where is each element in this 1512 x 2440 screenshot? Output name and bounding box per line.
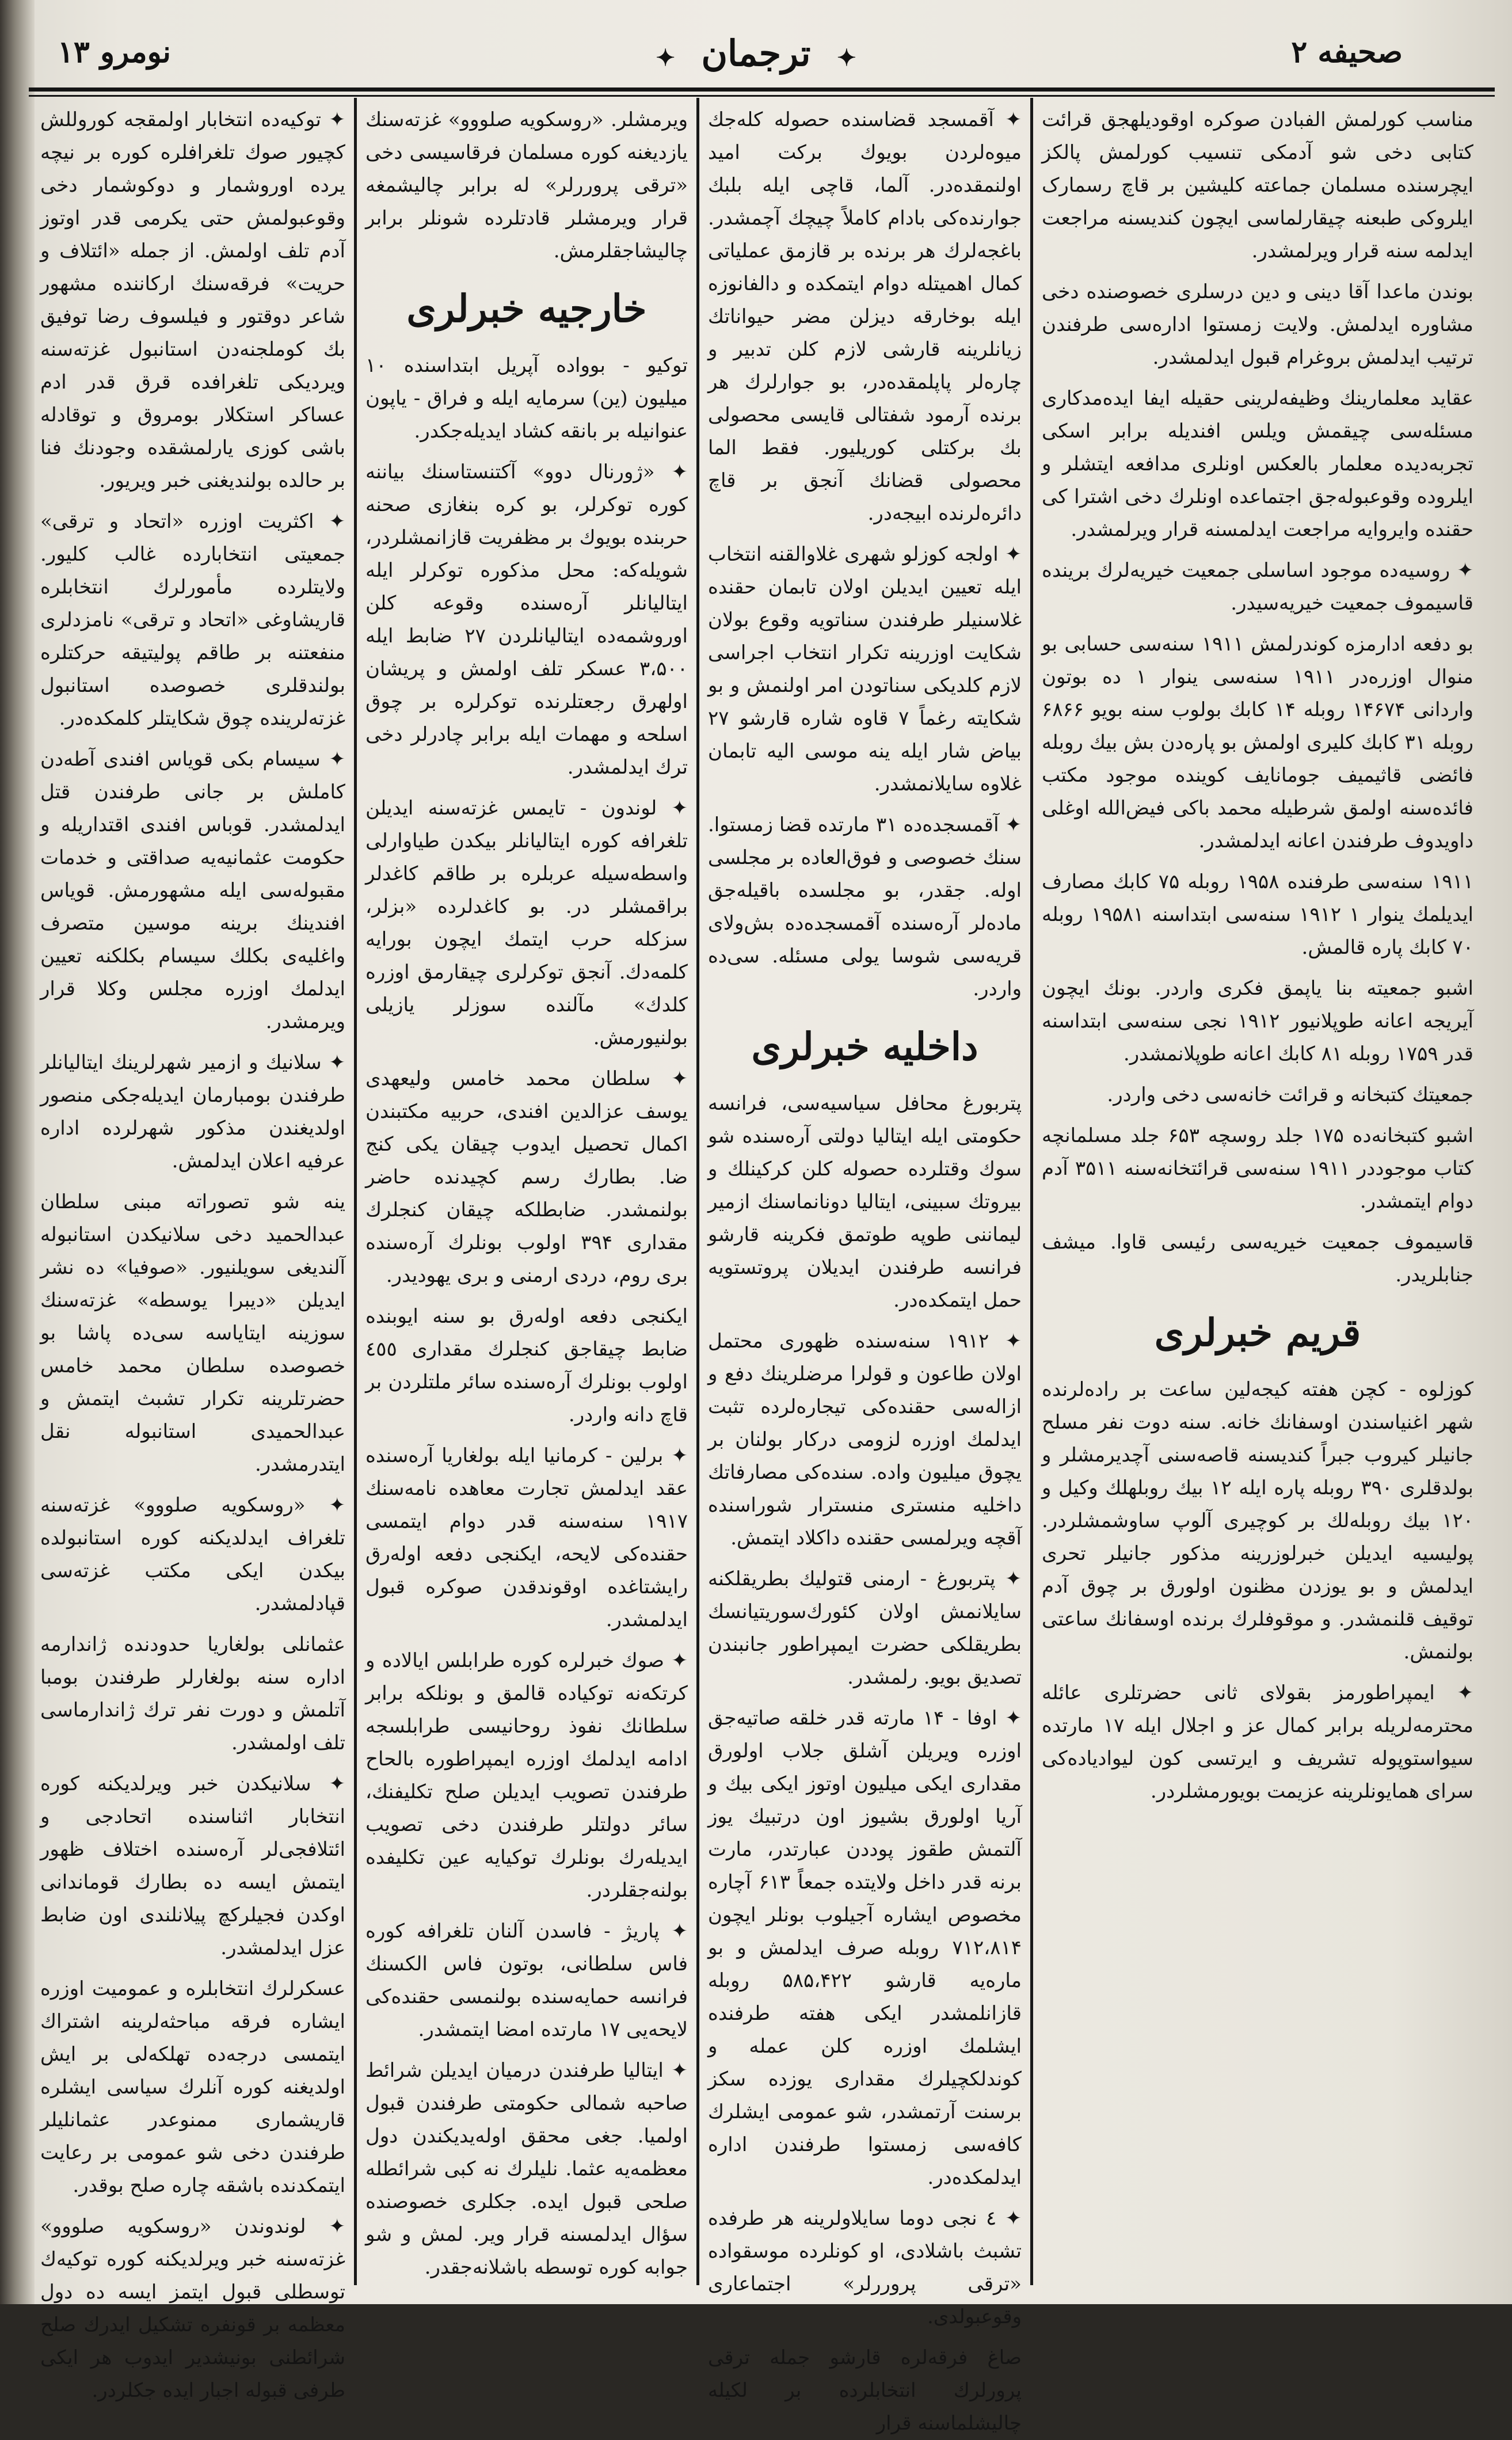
header-rule-thin <box>29 95 1495 97</box>
article-paragraph: قاسیموف جمعیت خیریه‌سی رئیسی قاوا. میشف جنابلریدر. <box>1042 1231 1473 1286</box>
column-divider <box>1030 98 1033 2285</box>
article-paragraph: ✦ سلانیکدن خبر ویرلدیکنه کوره انتخابار اثناسنده اتحادجی و ائتلافجی‌لر آره‌سنده اختلاف ظهور ایتمش ایسه ده بطارك قوماندانی اوکدن فجیلرکچ پیلانلندی اون ضابط عزل ایدلمشدر. <box>40 1772 345 1959</box>
article-paragraph: کوزلوه - کچن هفته کیجه‌لین ساعت بر راده‌لرنده شهر اغنیاسندن اوسفانك خانه. سنه دوت نفر مسلح جانیلر کیروب جبراً کندیسنه قاصه‌سنی آچدیرمشلر و بولدقلری ۳۹۰ روبله پاره ایله ۱۲ بیك روبلهلك وکیل و ۱۲۰ بیك روبله‌لك بر کوچیری آلوپ ساوشمشلردر. پولیسیه ایدیلن خبرلوزرینه مذکور جانیلر تحری ایدلمش و بو یوزدن مظنون اولورق بر چوق آدم توقیف قلنمشدر. و موقوفلرك برنده اوسفانك ساعتی بولنمش. <box>1042 1378 1474 1664</box>
article-paragraph: ✦ ایمپراطورمز بقولای ثانی حضرتلری عائله محترمه‌لریله برابر کمال عز و اجلال ایله ۱۷ مارتده سیواستوپوله تشریف و ایرتسی کون لیوادیاده‌کی سرای همایونلرینه عزیمت بویورمشلردر. <box>1042 1681 1473 1803</box>
article-paragraph: ✦ پاریژ - فاسدن آلنان تلغرافه کوره فاس سلطانی، بوتون فاس الکسنك فرانسه حمایه‌سنده بولنمسی حقنده‌کی لایحه‌یی ۱۷ مارتده امضا ایتمشدر. <box>365 1920 688 2041</box>
article-paragraph: اشبو جمعیته بنا یاپمق فکری واردر. بونك ایچون آیریجه اعانه طوپلانیور ۱۹۱۲ نجی سنه‌سی ابتداسنه قدر ۱۷۵۹ روبله ۸۱ کابك اعانه طوپلانمشدر. <box>1042 977 1473 1065</box>
article-paragraph: ✦ توکیه‌ده انتخابار اولمقجه کوروللش کچیور صوك تلغرافلره کوره بر نیچه یرده اوروشمار و دوکوشمار دخی وقوعبولمش حتی یکرمی قدر اوتوز آدم تلف اولمش. از جمله «ائتلاف و حریت» فرقه‌سنك ارکاننده مشهور شاعر دوقتور و فیلسوف رضا توفیق بك کوملجنه‌دن استانبول غزته‌سنه ویردیکی تلغرافده قرق قدر ادم عساکر استکلار بومروق و توقادله باشی کوزی یارلمشقده وجودنك فنا بر حالده بولندیغنی خبر ویریور. <box>40 108 345 492</box>
article-paragraph: ✦ «روسکویه صلووو» غزته‌سنه تلغراف ایدلدیکنه کوره استانبولده بیکدن ایکی مکتب غزته‌سی قپادلمشدر. <box>40 1494 345 1615</box>
article-paragraph: عسکرلرك انتخابلره و عمومیت اوزره ایشاره فرقه مباحثه‌لرینه اشتراك ایتمسی درجه‌ده تهلکه‌لی بر ایش اولدیغنه کوره آنلرك سیاسی ایشلره قاریشماری ممنوعدر عثمانلیلر طرفندن دخی شو عمومی بر رعایت ایتمکدنده باشقه چاره صلح بوقدر. <box>40 1977 345 2197</box>
article-paragraph: ✦ ٤ نجی دوما سایلاولرینه هر طرفده تشبث باشلادی، او کونلرده موسقواده «ترقی پروررلر» اجتماعاری وقوعبولدی. <box>708 2207 1022 2328</box>
article-paragraph: ✦ لوندون - تایمس غزته‌سنه ایدیلن تلغرافه کوره ایتالیانلر بیکدن طیاوارلی واسطه‌سیله عربلره بر طاقم کاغدلر براقمشلر در. بو کاغدلرده «بزلر، سزکله حرب ایتمك ایچون بورایه کلمه‌دك. آنجق توکرلری چیقارمق اوزره کلدك» مآلنده سوزلر یازیلی بولنیورمش. <box>365 797 688 1049</box>
header-rule <box>29 87 1495 92</box>
column-4 <box>40 104 345 2402</box>
article-paragraph: ایکنجی دفعه اوله‌رق بو سنه ایوبنده ضابط چیقاجق کنجلرك مقداری ٤٥٥ اولوب بونلرك آره‌سنده سائر ملتلردن بر قاچ دانه واردر. <box>365 1305 688 1426</box>
article-paragraph: ینه شو تصوراته مبنی سلطان عبدالحمید دخی سلانیکدن استانبوله آلندیغی سویلنیور. «صوفیا» ده نشر ایدیلن «دیبرا یوسطه» غزته‌سنك سوزینه ایتایاسه سی‌ده پاشا بو خصوصده سلطان محمد خامس حضرتلرینه تکرار تشبث ایتمش و عبدالحمیدی استانبوله نقل ایتدرمشدر. <box>40 1190 345 1476</box>
column-4-body <box>40 104 345 2407</box>
article-paragraph: ✦ سلانیك و ازمیر شهرلرینك ایتالیانلر طرفندن بومبارمان ایدیله‌جکی منصور اولدیغندن مذکور شهرلرده اداره عرفیه اعلان ایدلمش. <box>40 1051 345 1173</box>
newspaper-title: ترجمان <box>701 32 811 74</box>
column-divider <box>696 98 699 2285</box>
article-paragraph: جمعیتك کتبخانه و قرائت خانه‌سی دخی واردر. <box>1107 1083 1473 1106</box>
article-paragraph: ✦ ایتالیا طرفندن درمیان ایدیلن شرائط صاحبه شمالی حکومتی طرفندن قبول اولمیا. جغی محقق اوله‌یدیکندن دول معظمه‌یه عثما. نلیلرك نه کبی شرائطله صلحی قبول ایده. جکلری خصوصنده سؤال ایدلمسنه قرار ویر. لمش و شو جوابه کوره توسطه باشلانه‌جقدر. <box>365 2059 688 2279</box>
article-paragraph: بو دفعه ادارمزه کوندرلمش ۱۹۱۱ سنه‌سی حسابی بو منوال اوزره‌در ۱۹۱۱ سنه‌سی ینوار ۱ ده بوتون واردانی ۱۴۶۷۴ روبله ۱۴ کابك بولوب سنه بویو ۶۸۶۶ روبله ۳۱ کابك کلیری اولمش بو پاره‌دن بش بیك روبله فائضی قاثیمیف جومانایف کوینده موجود مکتب فائده‌سنه اولمق شرطیله محمد باکی فیض‌الله اوغلی داویدوف طرفندن اعانه ایدلمشدر. <box>1042 633 1474 852</box>
section-heading-foreign: خارجیه خبرلری <box>406 286 647 331</box>
article-paragraph: ✦ اکثریت اوزره «اتحاد و ترقی» جمعیتی انتخابارده غالب کلیور. ولایتلرده مأمورلرك انتخابلره قاریشاوغی «اتحاد و ترقی» نامزدلری منفعتنه بر طاقم پولیتیقه حرکتلره بولندقلری خصوصده استانبول غزته‌لرینده چوق شکایتلر کلمکده‌در. <box>40 510 345 730</box>
column-1-body-2 <box>1042 1373 1473 1808</box>
article-paragraph: ✦ اولجه کوزلو شهری غلاوالقنه انتخاب ایله تعیین ایدیلن اولان تابمان حقنده غلاسنیلر طرفندن سناتویه وقوع بولان شکایت اوزرینه تکرار انتخاب اجراسی لازم کلدیکی سناتودن امر اولنمش و بو شکایته رغماً ۷ قاوه شاره قارشو ۲۷ بیاض شار ایله ینه موسی الیه تابمان غلاوه سایلانمشدر. <box>708 543 1022 795</box>
column-2-body <box>708 104 1022 1006</box>
binding-shadow <box>0 0 35 2304</box>
ornament-icon: ✦ <box>837 44 856 71</box>
column-2 <box>708 104 1022 2435</box>
article-paragraph: ✦ سیسام بکی قویاس افندی آطه‌دن کاملش بر جانی طرفندن قتل ایدلمشدر. قوباس افندی اقتداریله و حکومت عثمانیه‌یه صداقتی و خدمات مقبوله‌سی ایله مشهورمش. قویاس افندینك برینه موسین متصرف واغلیه‌ی بکلك سیسام بکلکنه تعیین ایدلمك اوزره مجلس وکلا قرار ویرمشدر. <box>40 748 345 1033</box>
article-paragraph: ✦ سلطان محمد خامس ولیعهدی یوسف عزالدین افندی، حربیه مکتبندن اکمال تحصیل ایدوب چیقان یکی کنج ضا. بطارك رسم کچیدنده حاضر بولنمشدر. ضابطلکه چیقان کنجلرك مقداری ۳۹۴ اولوب بونلرك آره‌سنده بری روم، دردی ارمنی و بری یهودیدر. <box>365 1067 688 1287</box>
column-1 <box>1042 104 1473 2279</box>
article-paragraph: صاغ فرقه‌لره قارشو جمله ترقی پرورلرك انتخابلرده بر لکیله چالیشلماسنه قرار <box>708 2346 1022 2435</box>
article-paragraph: عثمانلی بولغاریا حدودنده ژاندارمه اداره سنه بولغارلر طرفندن بومبا آتلمش و دورت نفر ترك ژاندارماسی تلف اولمشدر. <box>40 1633 345 1754</box>
article-paragraph: ✦ آقمسجد قضاسنده حصوله کله‌جك میوه‌لردن بویوك برکت امید اولنمقده‌در. آلما، قاچی ایله بلبك جوارنده‌کی بادام کاملاً چیچك آچمشدر. باغجه‌لرك هر برنده بر قازمق عملیاتی کمال اهمیتله دوام ایتمکده و دالفانوزه ایله بوخارقه دیزلن مضر حیواناتك زیانلرینه قارشی لازم کلن تدبیر و چاره‌لر پاپلمقده‌در، بو جوارلرك هر برنده آرمود شفتالی قایسی محصولی بك برکتلی کوریلیور. فقط الما محصولی قضانك آنجق بر قاچ دائره‌لرنده ابیجه‌در. <box>708 108 1022 525</box>
article-paragraph: ✦ صوك خبرلره کوره طرابلس ایالاده و کرتکه‌نه توکیاده قالمق و بونلکه برابر سلطانك نفوذ روحانیسی طرابلسجه ادامه ایدلمك اوزره ایمپراطوره بالحاح طرفندن تصویب ایدیلن صلح تکلیفنك، سائر دولتلر طرفندن دخی تصویب ایدیله‌رك بونلرك توکیایه عین تکلیفده بولنه‌جقلردر. <box>365 1649 688 1902</box>
article-paragraph: ✦ اوفا - ۱۴ مارته قدر خلقه صاتیه‌جق اوزره ویریلن آشلق جلاب اولورق مقداری ایکی میلیون اوتوز ایکی بیك و آریا اولورق بشیوز اون درتبیك یوز آلتمش طقوز پوددن عبارتدر، مارت برنه قدر داخل ولایتده جمعاً ۶۱۳ آچاره مخصوص ایشاره آجیلوب بونلر ایچون ۷۱۲،۸۱۴ روبله صرف ایدلمش و بو ماره‌یه قارشو ۵۸۵،۴۲۲ روبله قازانلمشدر ایکی هفته طرفنده ایشلمك اوزره کلن عمله و کوندلکچیلرك مقداری یوزده سکز برسنت آرتمشدر، شو عمومی ایشلرك کافه‌سی زمستوا طرفندن اداره ایدلمکده‌در. <box>708 1707 1022 2189</box>
article-paragraph: ✦ لوندوندن «روسکویه صلووو» غزته‌سنه خبر ویرلدیکنه کوره توکیه‌ك توسطلی قبول ایتمز ایسه ده دول معظمه بر قونفره تشکیل ایدرك صلح شرائطنی بونیشدیر ایدوب هر ایکی طرفی قبوله اجبار ایده جکلردر. <box>40 2215 345 2402</box>
section-heading-crimea: قریم خبرلری <box>1154 1310 1361 1355</box>
article-paragraph: ✦ روسیه‌ده موجود اساسلی جمعیت خیریه‌لرك برینده قاسیموف جمعیت خیریه‌سیدر. <box>1042 559 1473 615</box>
column-1-body <box>1042 104 1473 1292</box>
issue-number: نومرو ۱۳ <box>58 35 171 70</box>
article-paragraph: ✦ برلین - کرمانیا ایله بولغاریا آره‌سنده عقد ایدلمش تجارت معاهده نامه‌سنك ۱۹۱۷ سنه‌سنه قدر دوام ایتمسی حقنده‌کی لایحه، ایکنجی دفعه اوله‌رق رایشتاغده اوقوندقدن صوکره قبول ایدلمشدر. <box>365 1444 688 1631</box>
masthead <box>23 23 1489 86</box>
article-paragraph: بوندن ماعدا آقا دینی و دین درسلری خصوصنده دخی مشاوره ایدلمش. ولایت زمستوا اداره‌سی طرفندن ترتیب ایدلمش بروغرام قبول ایدلمشدر. <box>1042 280 1473 369</box>
column-3-body-2 <box>365 349 688 2284</box>
article-paragraph: اشبو کتبخانه‌ده ۱۷۵ جلد روسچه ۶۵۳ جلد مسلمانچه کتاب موجوددر ۱۹۱۱ سنه‌سی قرائتخانه‌سنه ۳۵۱۱ آدم دوام ایتمشدر. <box>1042 1124 1473 1213</box>
article-paragraph: عقاید معلمارینك وظیفه‌لرینی حقیله ایفا ایده‌مدکاری مسئله‌سی چیقمش ویلس افندیله برابر اسکی تجربه‌دیده معلمار بالعکس اونلری مدافعه ایتشلر و ایلروده وقوعبوله‌جق اجتماعده اونلرك دخی اشترا کی حقنده وایروایه مراجعت ایدلمسنه قرار ویرلمشدر. <box>1042 387 1473 541</box>
column-3-body <box>365 104 688 268</box>
article-paragraph: ۱۹۱۱ سنه‌سی طرفنده ۱۹۵۸ روبله ۷۵ کابك مصارف ایدیلمك ینوار ۱ ۱۹۱۲ سنه‌سی ابتداسنه ۱۹۵۸۱ روبله ۷۰ کابك پاره قالمش. <box>1042 870 1473 959</box>
column-2-body-2 <box>708 1087 1022 2440</box>
section-heading-domestic: داخلیه خبرلری <box>751 1024 978 1069</box>
article-paragraph: ✦ پتربورغ - ارمنی قتولیك بطریقلکنه سایلانمش اولان کئورك‌سوریتیانسك بطریقلکی حضرت ایمپراطور جانبندن تصدیق بویو. رلمشدر. <box>708 1567 1022 1689</box>
article-paragraph: مناسب کورلمش الفبادن صوکره اوقودیلهجق قرائت کتابی دخی شو آدمکی تنسیب کورلمش پالکز ایچرسنده مسلمان جماعته کلیشین بر قاچ رسمارک ایلروکی طبعنه چیقارلماسی ایچون کندیسنه مراجعت ایدلمه سنه قرار ویرلمشدر. <box>1042 108 1473 262</box>
ornament-icon: ✦ <box>656 44 675 71</box>
article-paragraph: ویرمشلر. «روسکویه صلووو» غزته‌سنك یازدیغنه کوره مسلمان فرقاسیسی دخی «ترقی پروررلر» له برابر چالیشمغه قرار ویرمشلر قادتلرده شونلر برابر چالیشاجقلرمش. <box>365 108 688 262</box>
article-paragraph: توکیو - بوواده آپریل ابتداسنده ۱۰ میلیون (ین) سرمایه ایله و فراق - یاپون عنوانیله بر بانقه کشاد ایدیله‌جکدر. <box>365 354 688 443</box>
masthead-title-row <box>23 32 1489 74</box>
article-paragraph: ✦ آقمسجده‌ده ۳۱ مارتده قضا زمستوا. سنك خصوصی و فوق‌العاده بر مجلسی اوله. جقدر، بو مجلسده باقیله‌جق ماده‌لر آره‌سنده آقمسجده‌ده بش‌ولای قریه‌سی شوسا یولی مسئله. سی‌ده واردر. <box>708 813 1022 1000</box>
column-3 <box>365 104 688 2279</box>
column-divider <box>354 98 357 2285</box>
article-paragraph: ✦ ۱۹۱۲ سنه‌سنده ظهوری محتمل اولان طاعون و قولرا مرضلرینك دفع و ازاله‌سی حقنده‌کی تیجاره‌لرده تثبت ایدلمك اوزره لزومی درکار بولنان بر یچوق میلیون واده. سنده‌کی مصارفاتك داخلیه منستری منسترار شوراسنده آقچه ویرلمسی حقنده داکلاد ایتمش. <box>708 1330 1022 1550</box>
page-number: صحیفه ۲ <box>1291 35 1403 70</box>
article-paragraph: پتربورغ محافل سیاسیه‌سی، فرانسه حکومتی ایله ایتالیا دولتی آره‌سنده شو سوك وقتلرده حصوله کلن کرکینلك و بیروتك سبینی، ایتالیا دونانماسنك ازمیر لیماننی طوپه طوتمق فکرینه قارشو فرانسه طرفندن ایدیلان پروتستویه حمل ایتمکده‌در. <box>708 1092 1022 1312</box>
article-paragraph: ✦ «ژورنال دوو» آکتنستاسنك بیاننه کوره توکرلر، بو کره بنغازی صحنه حربنده بویوك بر مظفریت قازانمشلردر، شویله‌که: محل مذکوره توکرلر ایله ایتالیانلر آره‌سنده وقوعه کلن اوروشمه‌ده ایتالیانلردن ۲۷ ضابط ایله ۳،۵۰۰ عسکر تلف اولمش و پریشان اولهرق رجعتلرنده توکرلره بر چوق اسلحه و مهمات ایله برابر چادرلر دخی ترك ایدلمشدر. <box>365 460 688 779</box>
